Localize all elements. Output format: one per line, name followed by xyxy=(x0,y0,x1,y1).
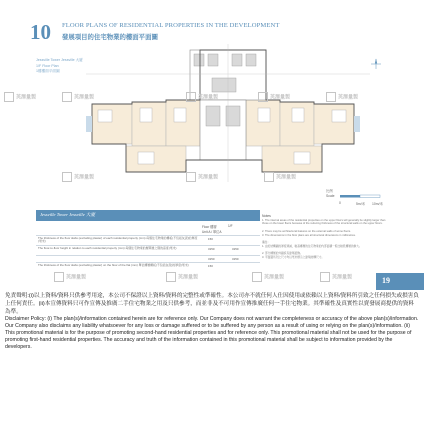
table-row-value-1: 3150 xyxy=(208,257,215,261)
section-title-en: FLOOR PLANS OF RESIDENTIAL PROPERTIES IN THE DEVELOPMENT xyxy=(62,22,280,29)
plan-floor-caption-zh: 1樓樓面平面圖 xyxy=(36,69,60,73)
plan-tower-caption: Jessville Tower Jessville 大廈 xyxy=(36,58,83,62)
watermark-logo-icon xyxy=(264,172,274,182)
notes-title: Notes xyxy=(262,214,271,218)
watermark-text: 英澤量製 xyxy=(74,94,95,101)
watermark-logo-icon xyxy=(186,172,196,182)
scale-mark-10: 10m/米 xyxy=(372,202,383,206)
watermark-text: 英澤量製 xyxy=(66,274,87,281)
watermark-text: 英澤量製 xyxy=(198,94,219,101)
scale-mark-5: 5m/米 xyxy=(356,202,366,206)
watermark-logo-icon xyxy=(4,92,14,102)
plan-floor-caption-en: 1/F Floor Plan xyxy=(36,64,59,68)
floor-info-table xyxy=(36,210,260,274)
watermark xyxy=(320,272,352,282)
note-line: 3. The dimensions in the floor plans are all structural dimensions in millimetres. xyxy=(262,234,356,237)
watermark-text: 英澤量製 xyxy=(198,174,219,181)
note-line: 3. 平面圖所列之尺寸均以毫米標示之建築結構尺寸。 xyxy=(262,256,325,259)
watermark-logo-icon xyxy=(326,92,336,102)
watermark-logo-icon xyxy=(258,92,268,102)
table-header-bar xyxy=(36,210,260,221)
watermark-text: 英澤量製 xyxy=(332,274,353,281)
watermark xyxy=(264,172,296,182)
col-flat-header: 1/F xyxy=(228,224,233,228)
col-unit-header: Unit A / 單位A xyxy=(202,230,222,234)
watermark xyxy=(62,92,94,102)
watermark-text: 英澤量製 xyxy=(264,274,285,281)
watermark-logo-icon xyxy=(320,272,330,282)
disclaimer-en: Disclaimer Policy: (i) The plan(s)/information contained herein are for reference only. Our Company does not warrant the completeness or accuracy of the above plan(s)/information. Our Company also disclaims any liability whatsoever for any loss or damage suffered or to be suffered by any person as a result of using or relying on the plan(s)/information. (ii) This promotional material is for the purpose of promoting second-hand residential properties and for reference only. This promotional material shall not be used for the purpose of promoting first-hand residential properties. The accuracy and truth of the information contained in this promotional material shall be subject to information provided by the developers. xyxy=(5,316,419,351)
scale-mark-0: 0 xyxy=(339,201,341,205)
watermark xyxy=(166,272,198,282)
watermark xyxy=(186,92,218,102)
watermark xyxy=(326,92,358,102)
scale-label-en: Scale xyxy=(326,194,335,198)
section-header xyxy=(30,20,400,44)
table-row xyxy=(36,235,260,245)
watermark-text: 英澤量製 xyxy=(276,174,297,181)
watermark-text: 英澤量製 xyxy=(338,94,359,101)
disclaimer-zh: 免責聲明:(i)以上資料/資料只供參考用途，本公司不保證以上資料/資料的完整性或準確性。本公司亦不就任何人仕因使用或依賴以上資料/資料所引致之任何損失或損害負上任何責任。(ii)本宣傳資料只可作宣傳及推廣二手住宅物業之用及只供參考，而並非及不可用作宣傳推廣任何一手住宅物業。其準確性及真實性以賣發展商提供的資料為準。 xyxy=(5,293,419,315)
watermark-text: 英澤量製 xyxy=(16,94,37,101)
scale-label-zh: 比例 xyxy=(326,189,333,193)
north-arrow-icon xyxy=(370,58,382,70)
watermark-logo-icon xyxy=(54,272,64,282)
table-row-desc: The floor-to-floor height in relation to each residential property (mm) 每個住宅物業的層與層之間的高度(毫米) xyxy=(38,246,177,250)
table-row xyxy=(36,245,260,255)
floor-plan-drawing xyxy=(86,44,370,182)
disclaimer xyxy=(5,293,419,351)
watermark-text: 英澤量製 xyxy=(270,94,291,101)
watermark xyxy=(186,172,218,182)
page-number-tab xyxy=(376,273,424,290)
watermark xyxy=(54,272,86,282)
watermark xyxy=(4,92,36,102)
watermark-logo-icon xyxy=(186,92,196,102)
scale-bar xyxy=(326,188,386,214)
watermark xyxy=(252,272,284,282)
scale-ruler xyxy=(340,194,384,200)
watermark-logo-icon xyxy=(166,272,176,282)
watermark-text: 英澤量製 xyxy=(74,174,95,181)
note-line: 2. 部分樓層的外牆設有建築裝飾。 xyxy=(262,252,303,255)
table-row-desc: The thickness of the floor slabs (excluding plaster) on the floor of the flat (mm) 單位樓層樓板(不包括灰泥)的厚度(毫米) xyxy=(38,263,189,267)
table-row xyxy=(36,255,260,262)
table-row-desc: The thickness of the floor slabs (excluding plaster) of each residential property (mm) 每個住宅物業的樓板(不包括灰泥)的厚度(毫米) xyxy=(38,236,198,244)
notes-block xyxy=(262,214,386,272)
watermark-logo-icon xyxy=(252,272,262,282)
note-line: 1. 由於結構牆的厚度遞減，較高樓層的住宅物業的內部面積一般比較低樓層的稍大。 xyxy=(262,245,362,248)
table-row-value-1: 3150 xyxy=(208,247,215,251)
note-line: 2. There may be architectural features on the external walls of some floors. xyxy=(262,230,351,233)
table-row-value-1: 150 xyxy=(208,264,213,268)
watermark xyxy=(62,172,94,182)
watermark-logo-icon xyxy=(62,172,72,182)
note-line: 備註： xyxy=(262,241,271,244)
section-title-zh: 發展項目的住宅物業的樓面平面圖 xyxy=(62,34,158,41)
section-number: 10 xyxy=(30,20,51,44)
watermark xyxy=(258,92,290,102)
table-row-value-2: 3150 xyxy=(232,247,239,251)
watermark-logo-icon xyxy=(62,92,72,102)
watermark-text: 英澤量製 xyxy=(178,274,199,281)
note-line: 1. The internal areas of the residential properties on the upper floors will generally be slightly larger than those on the lower floors because of the reducing thickness of the structural walls on the upper floors. xyxy=(262,219,386,226)
table-header-title: Jessville Tower Jessville 大廈 xyxy=(40,212,96,217)
table-row-value-2: 3150 xyxy=(232,257,239,261)
table-row-value-1: 150 xyxy=(208,237,213,241)
page-number: 19 xyxy=(382,276,390,285)
col-floor-header: Floor 樓層 xyxy=(202,225,217,229)
